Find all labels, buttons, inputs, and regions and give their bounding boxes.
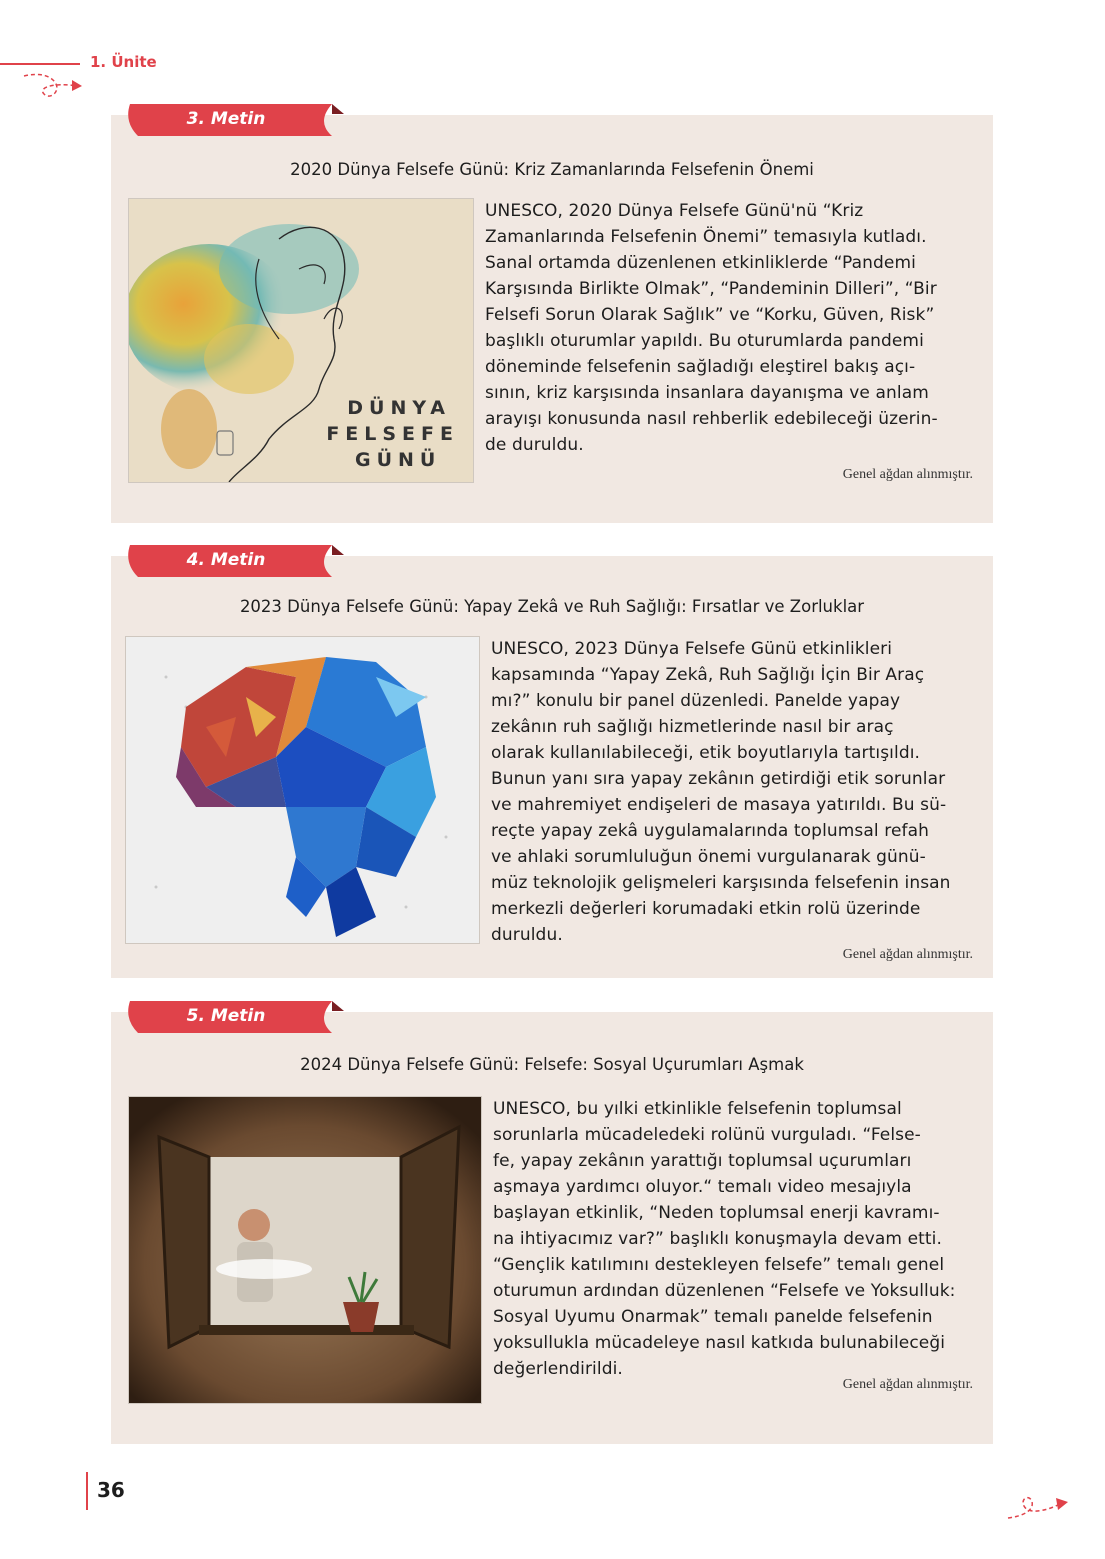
text-line: zekânın ruh sağlığı hizmetlerinde nasıl bir araç [491, 717, 894, 737]
text-line: ve mahremiyet endişeleri de masaya yatırıldı. Bu sü- [491, 795, 947, 815]
text-line: UNESCO, bu yılki etkinlikle felsefenin toplumsal [493, 1099, 902, 1119]
text-line: fe, yapay zekânın yarattığı toplumsal uçurumları [493, 1151, 912, 1171]
text-line: UNESCO, 2023 Dünya Felsefe Günü etkinlikleri [491, 639, 893, 659]
text-line: yoksullukla mücadeleye nasıl katkıda bulunabileceği [493, 1333, 946, 1353]
text-line: sının, kriz karşısında insanlara dayanışma ve anlam [485, 383, 929, 403]
image-caption-line: FELSEFE [326, 423, 459, 445]
text-line: Sosyal Uyumu Onarmak” temalı panelde felsefenin [493, 1307, 933, 1327]
image-caption-line: GÜNÜ [355, 449, 442, 471]
card-body-text [493, 1096, 987, 1382]
source-note: Genel ağdan alınmıştır. [842, 467, 973, 482]
text-line: kapsamında “Yapay Zekâ, Ruh Sağlığı İçin Bir Araç [491, 665, 925, 685]
page-number-bar [86, 1472, 88, 1510]
text-line: başlayan etkinlik, “Neden toplumsal enerji kavramı- [493, 1203, 940, 1223]
text-line: Karşısında Birlikte Olmak”, “Pandeminin Dilleri”, “Bir [485, 279, 937, 299]
text-line: sorunlarla mücadeledeki rolünü vurguladı. “Felse- [493, 1125, 921, 1145]
image-caption-line: DÜNYA [347, 397, 451, 419]
text-label-ribbon [120, 545, 344, 585]
unit-divider-line [0, 63, 80, 65]
text-line: döneminde felsefenin sağladığı eleştirel bakış açı- [485, 357, 916, 377]
text-line: UNESCO, 2020 Dünya Felsefe Günü'nü “Kriz [485, 201, 864, 221]
text-line: Felsefi Sorun Olarak Sağlık” ve “Korku, Güven, Risk” [485, 305, 935, 325]
unit-label: 1. Ünite [90, 53, 157, 71]
source-note: Genel ağdan alınmıştır. [842, 947, 973, 962]
card-body-text [485, 198, 985, 458]
text-line: ve ahlaki sorumluluğun önemi vurgulanarak günü- [491, 847, 926, 867]
text-label-ribbon [120, 104, 344, 144]
text-card-5 [111, 1012, 993, 1444]
dashed-arrow-icon [22, 70, 84, 110]
text-label-ribbon [120, 1001, 344, 1041]
text-card-4 [111, 556, 993, 978]
source-note: Genel ağdan alınmıştır. [842, 1377, 973, 1392]
text-line: oturumun ardından düzenlenen “Felsefe ve Yoksulluk: [493, 1281, 956, 1301]
text-line: “Gençlik katılımını destekleyen felsefe” temalı genel [493, 1255, 945, 1275]
card-body-text [491, 636, 987, 948]
dashed-arrow-icon [1004, 1492, 1070, 1524]
text-line: olarak kullanılabileceği, etik boyutlarıyla tartışıldı. [491, 743, 921, 763]
text-label: 3. Metin [186, 109, 266, 129]
text-line: başlıklı oturumlar yapıldı. Bu oturumlarda pandemi [485, 331, 924, 351]
page-number: 36 [97, 1478, 125, 1502]
text-line: değerlendirildi. [493, 1359, 623, 1379]
text-line: reçte yapay zekâ uygulamalarında toplumsal refah [491, 821, 929, 841]
text-line: müz teknolojik gelişmeleri karşısında felsefenin insan [491, 873, 951, 893]
ai-brain-image [125, 636, 480, 944]
text-line: duruldu. [491, 925, 563, 945]
text-line: arayışı konusunda nasıl rehberlik edebileceği üzerin- [485, 409, 938, 429]
card-title: 2023 Dünya Felsefe Günü: Yapay Zekâ ve Ruh Sağlığı: Fırsatlar ve Zorluklar [239, 597, 865, 616]
child-window-image [128, 1096, 482, 1404]
text-label: 4. Metin [186, 550, 266, 570]
text-label: 5. Metin [186, 1006, 266, 1026]
card-title: 2024 Dünya Felsefe Günü: Felsefe: Sosyal Uçurumları Aşmak [300, 1055, 804, 1074]
text-line: na ihtiyacımız var?” başlıklı konuşmayla devam etti. [493, 1229, 942, 1249]
text-line: de duruldu. [485, 435, 584, 455]
text-line: aşmaya yardımcı oluyor.“ temalı video mesajıyla [493, 1177, 912, 1197]
philosophy-day-2020-image [128, 198, 474, 483]
text-card-3 [111, 115, 993, 523]
text-line: Zamanlarında Felsefenin Önemi” temasıyla kutladı. [485, 227, 927, 247]
text-line: Bunun yanı sıra yapay zekânın getirdiği etik sorunlar [491, 769, 946, 789]
card-title: 2020 Dünya Felsefe Günü: Kriz Zamanlarında Felsefenin Önemi [290, 160, 814, 179]
text-line: Sanal ortamda düzenlenen etkinliklerde “Pandemi [485, 253, 916, 273]
text-line: merkezli değerleri korumadaki etkin rolü üzerinde [491, 899, 921, 919]
text-line: mı?” konulu bir panel düzenledi. Panelde yapay [491, 691, 901, 711]
